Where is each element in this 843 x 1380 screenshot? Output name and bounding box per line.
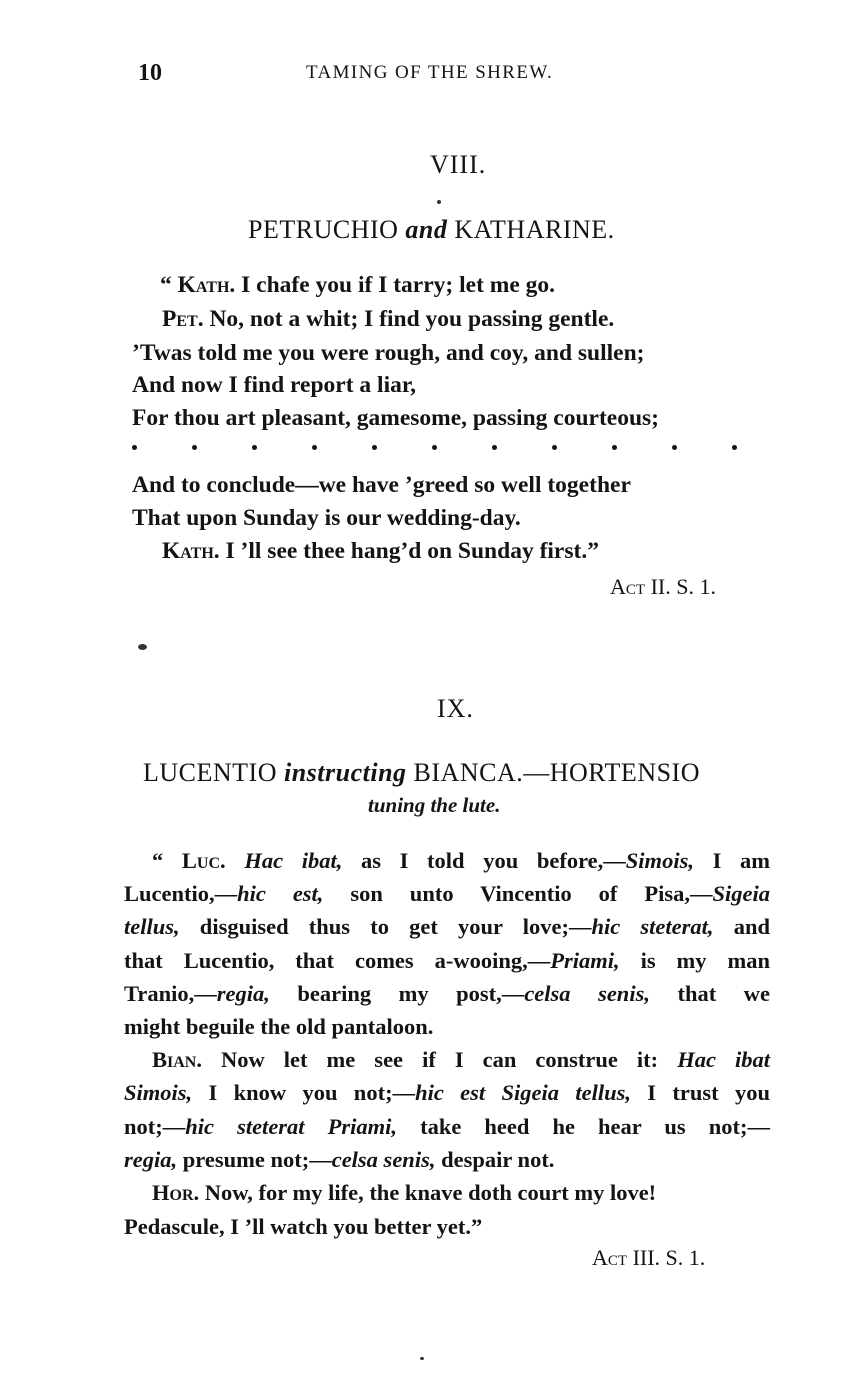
verse-line: ’Twas told me you were rough, and coy, and sullen; [132,340,645,366]
prose-line: Tranio,—regia, bearing my post,—celsa senis, that we [124,981,771,1006]
verse-line: And to conclude—we have ’greed so well together [132,472,631,498]
prose-line: regia, presume not;—celsa senis, despair not. [124,1147,555,1172]
speaker: Bian. [152,1047,202,1072]
prose-line: Hor. Now, for my life, the knave doth court my love! [152,1180,657,1205]
act-scene-reference: Act II. S. 1. [610,574,716,599]
section-number: IX. [437,694,474,723]
speaker: Kath. [177,272,236,298]
prose-line: “ Luc. Hac ibat, as I told you before,—Simois, I am [152,848,771,873]
prose-line: might beguile the old pantaloon. [124,1014,434,1039]
title-joiner: instructing [283,758,407,787]
title-name: KATHARINE. [454,215,615,244]
ellipsis-row [132,445,737,450]
running-title: TAMING OF THE SHREW. [306,62,554,83]
section-subtitle: tuning the lute. [368,793,501,817]
page-number: 10 [138,60,162,86]
verse-line: Kath. I ’ll see thee hang’d on Sunday first.” [162,538,599,564]
prose-line: that Lucentio, that comes a-wooing,—Priami, is my man [124,948,770,973]
print-speck [138,644,147,650]
verse-line: “ Kath. I chafe you if I tarry; let me go. [160,272,556,298]
print-speck [437,200,441,204]
verse-line: That upon Sunday is our wedding-day. [132,505,521,531]
prose-line: tellus, disguised thus to get your love;—hic steterat, and [124,914,770,939]
title-joiner: and [405,215,448,244]
prose-line: not;—hic steterat Priami, take heed he hear us not;— [124,1114,771,1139]
prose-line: Bian. Now let me see if I can construe it: Hac ibat [152,1047,770,1072]
speaker: Luc. [181,848,226,873]
speaker: Hor. [152,1180,200,1205]
speaker: Pet. [162,306,204,332]
act-scene-reference: Act III. S. 1. [592,1245,706,1270]
title-name: BIANCA.—HORTENSIO [413,758,700,787]
verse-line: Pet. No, not a whit; I find you passing gentle. [162,306,615,332]
prose-line: Pedascule, I ’ll watch you better yet.” [124,1214,483,1239]
prose-line: Lucentio,—hic est, son unto Vincentio of Pisa,—Sigeia [124,881,770,906]
verse-line: For thou art pleasant, gamesome, passing courteous; [132,405,659,431]
speaker: Kath. [162,538,220,564]
print-speck [420,1357,424,1360]
title-name: PETRUCHIO [248,215,399,244]
verse-line: And now I find report a liar, [132,372,417,398]
section-number: VIII. [430,150,487,179]
title-name: LUCENTIO [143,758,277,787]
prose-line: Simois, I know you not;—hic est Sigeia tellus, I trust you [124,1080,770,1105]
section-title [248,215,615,245]
section-title [143,758,700,788]
